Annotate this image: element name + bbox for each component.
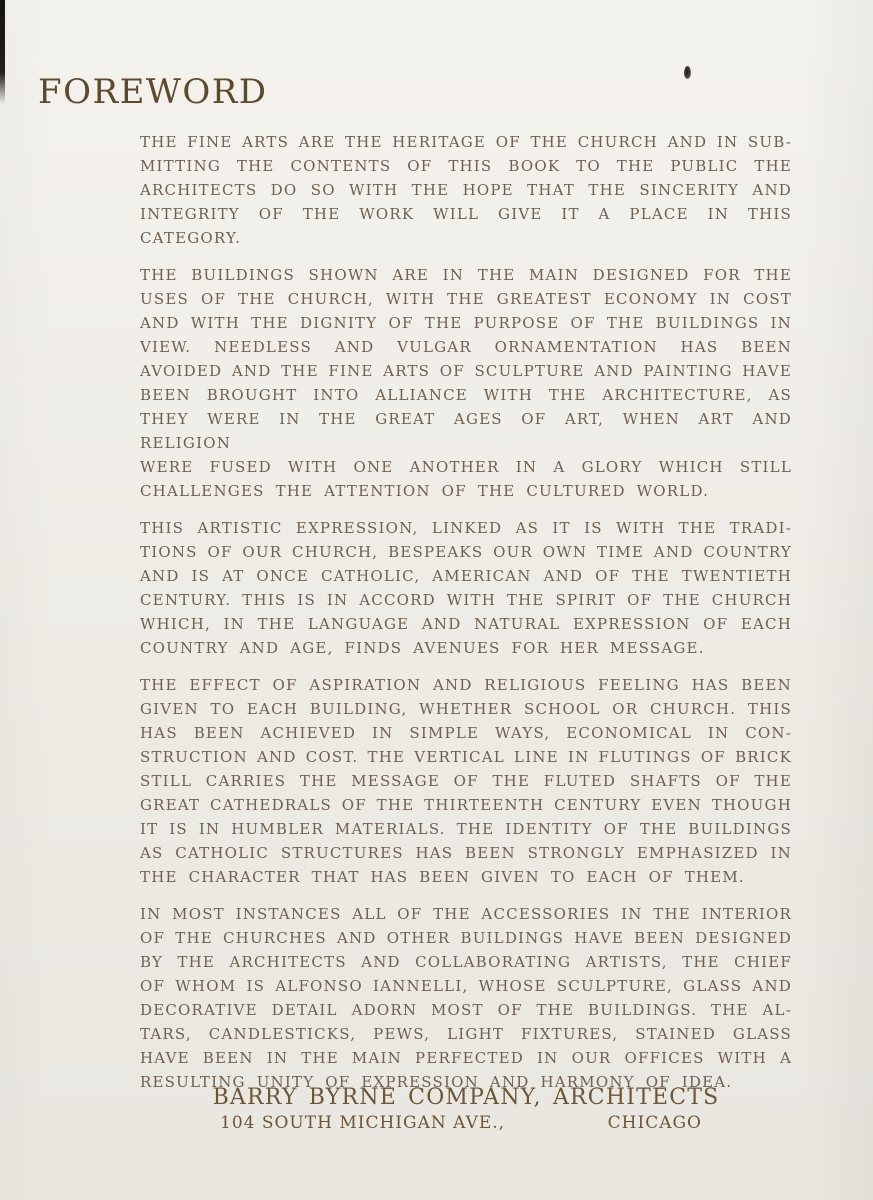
company-name: BARRY BYRNE COMPANY, ARCHITECTS [212, 1085, 720, 1110]
text-line: CHALLENGES THE ATTENTION OF THE CULTURED WORLD. [140, 482, 710, 500]
address-row [140, 1113, 792, 1133]
text-line: AND WITH THE DIGNITY OF THE PURPOSE OF THE BUILDINGS IN [140, 314, 792, 332]
text-line: ARCHITECTS DO SO WITH THE HOPE THAT THE SINCERITY AND [140, 181, 792, 199]
text-line: VIEW. NEEDLESS AND VULGAR ORNAMENTATION HAS BEEN [140, 338, 792, 356]
text-line: STRUCTION AND COST. THE VERTICAL LINE IN FLUTINGS OF BRICK [140, 748, 792, 766]
text-line: HAVE BEEN IN THE MAIN PERFECTED IN OUR OFFICES WITH A [140, 1049, 792, 1067]
text-line: THE CHARACTER THAT HAS BEEN GIVEN TO EACH OF THEM. [140, 868, 745, 886]
paragraph [140, 902, 792, 1094]
text-line: GIVEN TO EACH BUILDING, WHETHER SCHOOL OR CHURCH. THIS [140, 700, 792, 718]
paragraph [140, 516, 792, 660]
text-line: OF THE CHURCHES AND OTHER BUILDINGS HAVE BEEN DESIGNED [140, 929, 792, 947]
text-line: WERE FUSED WITH ONE ANOTHER IN A GLORY WHICH STILL [140, 458, 792, 476]
text-line: BY THE ARCHITECTS AND COLLABORATING ARTISTS, THE CHIEF [140, 953, 792, 971]
paragraph [140, 130, 792, 250]
street-address: 104 SOUTH MICHIGAN AVE., [220, 1113, 506, 1133]
text-line: THIS ARTISTIC EXPRESSION, LINKED AS IT IS WITH THE TRADI- [140, 519, 792, 537]
imprint [140, 1085, 792, 1133]
text-line: CATEGORY. [140, 229, 242, 247]
text-line: TARS, CANDLESTICKS, PEWS, LIGHT FIXTURES, STAINED GLASS [140, 1025, 792, 1043]
text-line: THEY WERE IN THE GREAT AGES OF ART, WHEN ART AND RELIGION [140, 410, 792, 452]
text-line: IT IS IN HUMBLER MATERIALS. THE IDENTITY OF THE BUILDINGS [140, 820, 792, 838]
text-line: THE BUILDINGS SHOWN ARE IN THE MAIN DESIGNED FOR THE [140, 266, 792, 284]
text-line: STILL CARRIES THE MESSAGE OF THE FLUTED SHAFTS OF THE [140, 772, 792, 790]
city-name: CHICAGO [607, 1113, 702, 1133]
text-line: INTEGRITY OF THE WORK WILL GIVE IT A PLACE IN THIS [140, 205, 792, 223]
text-line: AVOIDED AND THE FINE ARTS OF SCULPTURE AND PAINTING HAVE [140, 362, 792, 380]
text-line: WHICH, IN THE LANGUAGE AND NATURAL EXPRESSION OF EACH [140, 615, 792, 633]
text-line: CENTURY. THIS IS IN ACCORD WITH THE SPIRIT OF THE CHURCH [140, 591, 792, 609]
text-line: USES OF THE CHURCH, WITH THE GREATEST ECONOMY IN COST [140, 290, 792, 308]
text-line: DECORATIVE DETAIL ADORN MOST OF THE BUILDINGS. THE AL- [140, 1001, 792, 1019]
text-line: BEEN BROUGHT INTO ALLIANCE WITH THE ARCHITECTURE, AS [140, 386, 792, 404]
text-line: TIONS OF OUR CHURCH, BESPEAKS OUR OWN TIME AND COUNTRY [140, 543, 792, 561]
text-line: MITTING THE CONTENTS OF THIS BOOK TO THE PUBLIC THE [140, 157, 792, 175]
ink-spot [684, 66, 691, 79]
scan-edge-artifact [0, 0, 5, 104]
text-line: COUNTRY AND AGE, FINDS AVENUES FOR HER MESSAGE. [140, 639, 705, 657]
text-line: AND IS AT ONCE CATHOLIC, AMERICAN AND OF THE TWENTIETH [140, 567, 792, 585]
page-title: FOREWORD [38, 72, 268, 112]
text-line: RESULTING UNITY OF EXPRESSION AND HARMONY OF IDEA. [140, 1073, 733, 1091]
foreword-text [140, 130, 792, 1094]
text-line: THE FINE ARTS ARE THE HERITAGE OF THE CHURCH AND IN SUB- [140, 133, 792, 151]
paragraph [140, 263, 792, 503]
text-line: HAS BEEN ACHIEVED IN SIMPLE WAYS, ECONOMICAL IN CON- [140, 724, 792, 742]
text-line: GREAT CATHEDRALS OF THE THIRTEENTH CENTURY EVEN THOUGH [140, 796, 792, 814]
text-line: IN MOST INSTANCES ALL OF THE ACCESSORIES IN THE INTERIOR [140, 905, 792, 923]
text-line: THE EFFECT OF ASPIRATION AND RELIGIOUS FEELING HAS BEEN [140, 676, 792, 694]
text-line: AS CATHOLIC STRUCTURES HAS BEEN STRONGLY EMPHASIZED IN [140, 844, 792, 862]
text-line: OF WHOM IS ALFONSO IANNELLI, WHOSE SCULPTURE, GLASS AND [140, 977, 792, 995]
paragraph [140, 673, 792, 889]
